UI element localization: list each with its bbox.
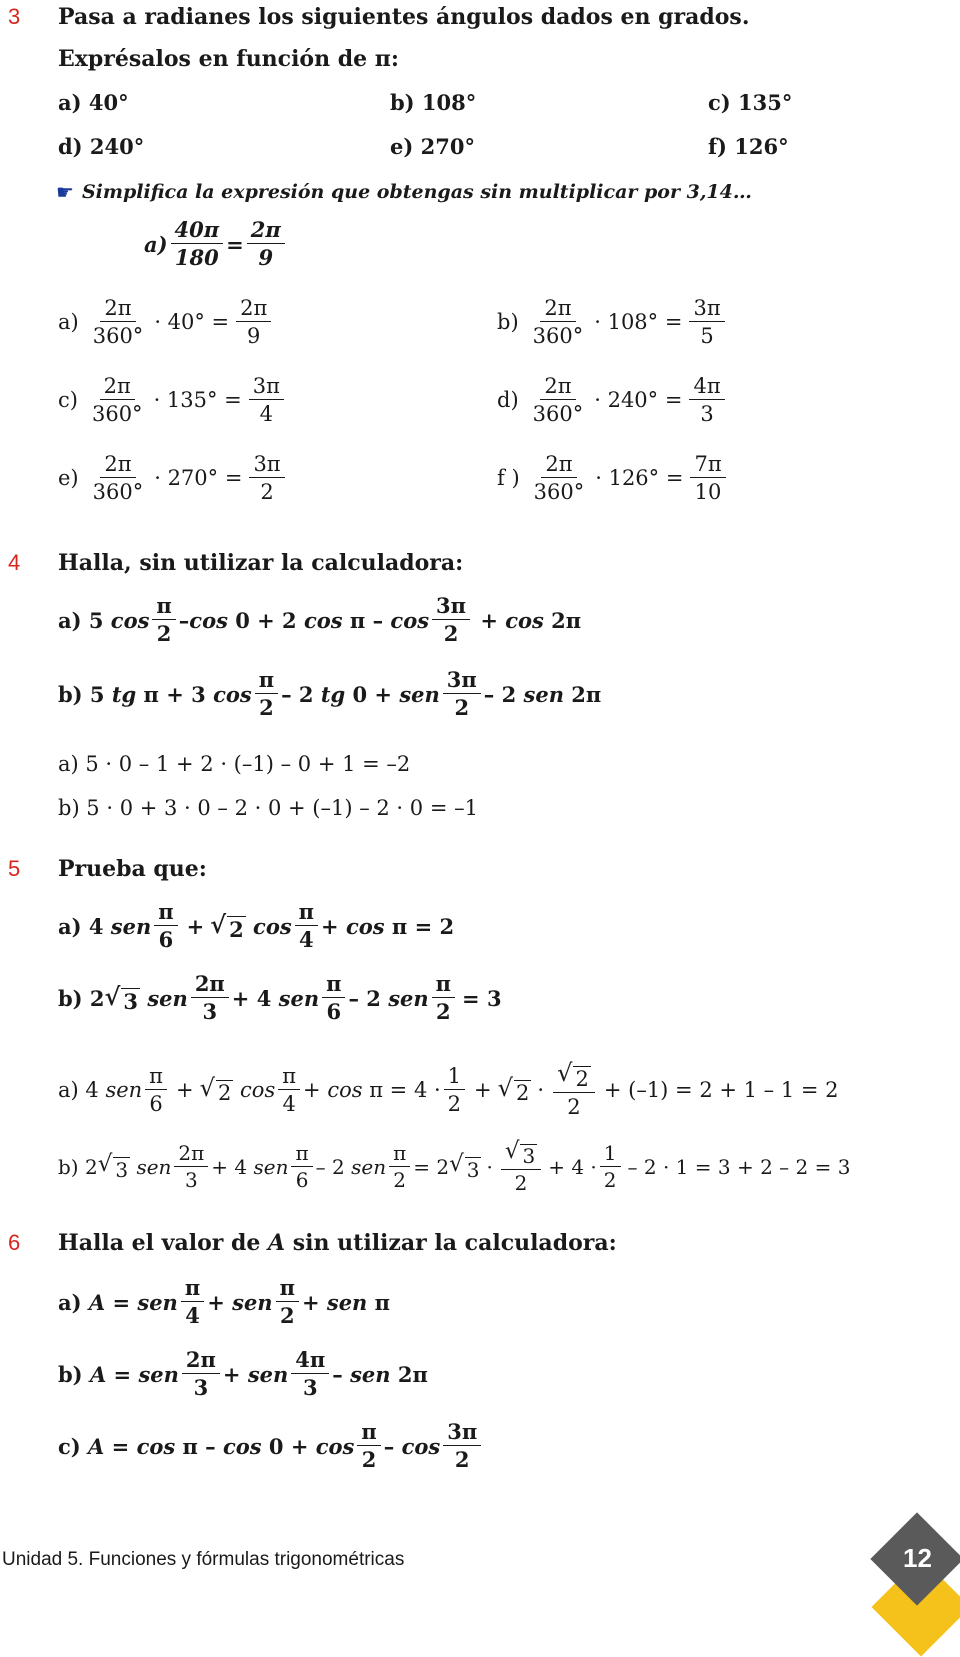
pointing-hand-icon: ☛ <box>56 180 74 204</box>
square-root: √ 3 <box>449 1151 480 1182</box>
square-root: √ 2 <box>199 1074 232 1106</box>
exercise-title: Halla, sin utilizar la calculadora: <box>58 550 464 576</box>
solution-c: c) $\frac{2\pi}{360^\circ}$ · 135° = $\frac{3\pi}{4}$ <box>58 374 287 426</box>
expression-a: a) 4 sen $\frac{\pi}{6}$ + √ 2 cos $\frac{\pi}{4}$ + cos π = 2 <box>58 899 455 953</box>
expression-a: a) 5 cos $\frac{\pi}{2}$ – cos 0 + 2 cos π – cos $\frac{3\pi}{2}$ + cos 2π <box>58 593 582 647</box>
exercise-number: 4 <box>8 550 21 575</box>
item: e) 270° <box>390 134 475 159</box>
item: a) 40° <box>58 90 129 115</box>
exercise-number: 3 <box>8 4 21 29</box>
expression-a: a) A = sen $\frac{\pi}{4}$ + sen $\frac{\pi}{2}$ + sen π <box>58 1275 391 1329</box>
exercise-title: Pasa a radianes los siguientes ángulos dados en grados. <box>58 4 750 30</box>
square-root: √ 3 <box>97 1151 129 1182</box>
example-answer: a) $\frac{40\pi}{180}$ = $\frac{2\pi}{9}$ <box>144 218 288 270</box>
exercise-number: 6 <box>8 1230 21 1255</box>
solution-d: d) $\frac{2\pi}{360^\circ}$ · 240° = $\frac{4\pi}{3}$ <box>497 374 728 426</box>
square-root: √ 3 <box>104 982 139 1015</box>
item: f) 126° <box>708 134 789 159</box>
solution-f: f ) $\frac{2\pi}{360^\circ}$ · 126° = $\frac{7\pi}{10}$ <box>497 452 729 504</box>
expression-b: b) 5 tg π + 3 cos $\frac{\pi}{2}$ – 2 tg 0 + sen $\frac{3\pi}{2}$ – 2 sen 2π <box>58 667 602 721</box>
proof-a: a) 4 sen $\frac{\pi}{6}$ + √ 2 cos $\frac{\pi}{4}$ + cos π = 4 · $\frac{1}{2}$ + √ 2 · √ 2 2 + (–1) = 2 + 1 – 1 = 2 <box>58 1059 839 1120</box>
solution-b: b) 5 · 0 + 3 · 0 – 2 · 0 + (–1) – 2 · 0 = –1 <box>58 796 478 820</box>
expression-b: b) A = sen $\frac{2\pi}{3}$ + sen $\frac{4\pi}{3}$ – sen 2π <box>58 1347 428 1401</box>
exercise-number: 5 <box>8 856 21 881</box>
hint: ☛ Simplifica la expresión que obtengas sin multiplicar por 3,14… <box>56 180 752 204</box>
solution-b: b) $\frac{2\pi}{360^\circ}$ · 108° = $\frac{3\pi}{5}$ <box>497 296 728 348</box>
square-root: √ 2 <box>497 1074 530 1106</box>
exercise-title: Halla el valor de A sin utilizar la calculadora: <box>58 1230 617 1256</box>
item: c) 135° <box>708 90 793 115</box>
proof-b: b) 2 √ 3 sen $\frac{2\pi}{3}$ + 4 sen $\frac{\pi}{6}$ – 2 sen $\frac{\pi}{2}$ = 2 √ 3 · √ 3 2 + 4 · $\frac{1}{2}$ – 2 · 1 = 3 + 2 – 2 = 3 <box>58 1138 851 1195</box>
item: b) 108° <box>390 90 477 115</box>
solution-a: a) $\frac{2\pi}{360^\circ}$ · 40° = $\frac{2\pi}{9}$ <box>58 296 274 348</box>
expression-b: b) 2 √ 3 sen $\frac{2\pi}{3}$ + 4 sen $\frac{\pi}{6}$ – 2 sen $\frac{\pi}{2}$ = 3 <box>58 971 502 1025</box>
exercise-title: Prueba que: <box>58 856 207 882</box>
page-number: 12 <box>903 1543 932 1573</box>
footer-unit: Unidad 5. Funciones y fórmulas trigonométricas <box>2 1549 405 1570</box>
solution-e: e) $\frac{2\pi}{360^\circ}$ · 270° = $\frac{3\pi}{2}$ <box>58 452 288 504</box>
item: d) 240° <box>58 134 145 159</box>
expression-c: c) A = cos π – cos 0 + cos $\frac{\pi}{2}$ – cos $\frac{3\pi}{2}$ <box>58 1420 484 1472</box>
solution-a: a) 5 · 0 – 1 + 2 · (–1) – 0 + 1 = –2 <box>58 752 411 776</box>
exercise-title: Exprésalos en función de π: <box>58 46 400 72</box>
square-root: √ 2 <box>210 910 244 943</box>
